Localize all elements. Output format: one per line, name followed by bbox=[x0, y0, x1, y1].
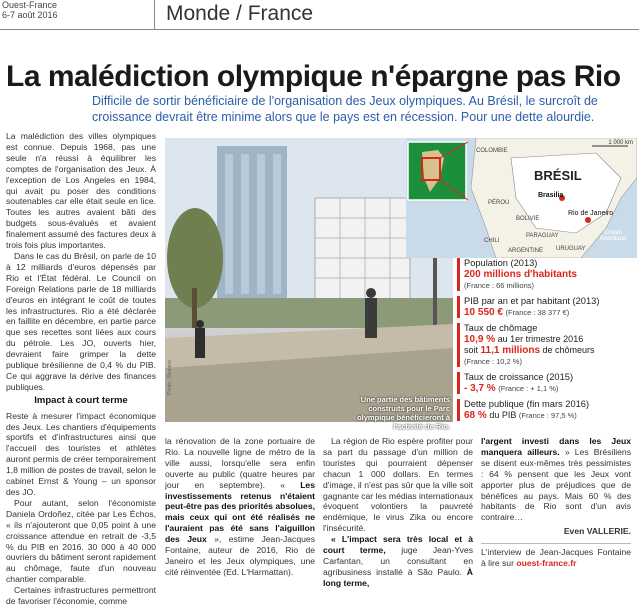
key-figures bbox=[457, 258, 637, 426]
fact-label: Taux de croissance (2015) bbox=[464, 372, 574, 382]
paragraph bbox=[165, 436, 315, 578]
fact-comparison: (France : 97,5 %) bbox=[518, 411, 577, 420]
fact-value: 10,9 % bbox=[464, 334, 496, 345]
fact-population bbox=[457, 258, 637, 291]
fact-text: soit bbox=[464, 345, 479, 355]
newspaper-name: Ouest-France bbox=[2, 0, 58, 10]
fact-comparison: (France : 66 millions) bbox=[464, 281, 535, 290]
quote: À long terme, bbox=[323, 566, 473, 588]
map-label: COLOMBIE bbox=[476, 148, 508, 154]
fact-unemployment bbox=[457, 323, 637, 367]
article-column-4 bbox=[481, 436, 631, 569]
issue-date: 6-7 août 2016 bbox=[2, 10, 58, 20]
divider bbox=[481, 543, 631, 544]
article-column-2 bbox=[165, 436, 315, 578]
text-run: la rénovation de la zone portuaire de Rio. La nouvelle ligne de métro de la ville aussi, lorsqu'elle sera enfin ouverte au public (quatre heures par jour en septembre). « bbox=[165, 436, 315, 490]
fact-gdp bbox=[457, 296, 637, 318]
fact-value: 10 550 € bbox=[464, 307, 503, 318]
fact-text: au 1er trimestre 2016 bbox=[497, 334, 584, 344]
fact-label: Taux de chômage bbox=[464, 323, 538, 333]
map-label: PARAGUAY bbox=[526, 233, 559, 239]
map-label: URUGUAY bbox=[556, 246, 586, 252]
fact-text: du PIB bbox=[489, 410, 517, 420]
map-capital-label: Brasilia bbox=[538, 192, 564, 199]
paragraph: Certaines infrastructures permettront de favoriser l'économie, comme bbox=[6, 585, 156, 607]
photo-credit: Photo : Reuters bbox=[167, 360, 173, 395]
map-label: ARGENTINE bbox=[508, 248, 544, 254]
fact-label: Population (2013) bbox=[464, 258, 538, 268]
text-run: », estime Jean-Jacques Fontaine, auteur de 2016, Rio de Janeiro et les Jeux olympiques, une cité réinventée (Ed. L'Harmattan). bbox=[165, 534, 315, 577]
fact-label: PIB par an et par habitant (2013) bbox=[464, 296, 600, 306]
paragraph: Reste à mesurer l'impact économique des Jeux. Les chantiers d'équipements sportifs et d'infrastructures ainsi que l'accueil des touristes et athlètes auront permis de créer temporairement 1,8 million de postes de travail, selon le cabinet Ernst & Young – un sponsor des JO. bbox=[6, 410, 156, 497]
map-ocean-label: Océan Atlantique bbox=[599, 230, 627, 242]
photo-caption: Une partie des bâtiments construits pour le Parc olympique bénéficieront à l'activité de Rio. bbox=[357, 395, 450, 431]
quote: « L'impact sera très local et à court terme, bbox=[323, 534, 473, 556]
text-run: » Les Brésiliens se disent eux-mêmes très pessimistes : 64 % pensent que les Jeux vont apporter plus de préjudices que de bénéfices au pays. Mais 60 % des habitants de Rio sont d'un avis contraire… bbox=[481, 446, 631, 523]
fact-comparison: (France : + 1,1 %) bbox=[498, 384, 559, 393]
paragraph bbox=[323, 534, 473, 589]
fact-value: 200 millions d'habitants bbox=[464, 269, 577, 280]
interview-note bbox=[481, 547, 631, 569]
subheading: Impact à court terme bbox=[34, 394, 128, 406]
quote: Les investissements retenus n'étaient peut-être pas des priorités absolues, mais ceux qui ont été réalisés ne l'auraient pas été sans l'aiguillon des Jeux bbox=[165, 479, 315, 545]
headline: La malédiction olympique n'épargne pas Rio bbox=[6, 60, 621, 93]
masthead bbox=[0, 0, 639, 30]
author-signature: Even VALLERIE. bbox=[563, 526, 631, 537]
section-title: Monde / France bbox=[166, 2, 314, 25]
paragraph bbox=[481, 436, 631, 523]
website-link[interactable]: ouest-france.fr bbox=[516, 558, 577, 569]
brazil-map bbox=[406, 138, 637, 258]
map-label: PÉROU bbox=[488, 200, 510, 206]
map-scale: 1 000 km bbox=[608, 140, 633, 146]
fact-value: 68 % bbox=[464, 410, 487, 421]
fact-comparison: (France : 38 377 €) bbox=[505, 308, 570, 317]
paragraph: Pour autant, selon l'économiste Daniela Ordoñez, citée par Les Échos, « ils n'ajouteront que 0,05 point à une croissance attendue en retrait de -3,5 % du PIB en 2016. 30 000 à 40 000 ouvriers du bâtiment seront rapidement au chômage, faute d'un nouveau chantier comparable. bbox=[6, 497, 156, 585]
standfirst: Difficile de sortir bénéficiaire de l'organisation des Jeux olympiques. Au Brésil, le surcroît de croissance devrait être minime alors que le pays est en récession. Pour une dette alourdie. bbox=[92, 94, 598, 124]
fact-growth bbox=[457, 372, 637, 394]
article-column-3 bbox=[323, 436, 473, 589]
map-city-label: Rio de Janeiro bbox=[568, 210, 614, 217]
masthead-divider bbox=[154, 0, 155, 30]
paragraph: Dans le cas du Brésil, on parle de 10 à 12 milliards d'euros dépensés par Rio et l'État fédéral. Le Council on Foreign Relations parle de 18 milliards d'euros en intégrant le coût de toutes les infrastructures. Rio a été déclarée en faillite en décembre, en partie parce que ses recettes sont liées aux cours du pétrole. Les JO, ouverts hier, devraient faire grimper la dette publique brésilienne de 0,4 % du PIB. Ce qui aggrave la dérive des finances publiques. bbox=[6, 250, 156, 392]
map-label: BOLIVIE bbox=[516, 216, 540, 222]
fact-value: - 3,7 % bbox=[464, 383, 496, 394]
fact-comparison: (France : 10,2 %) bbox=[464, 357, 522, 366]
map-country-label: BRÉSIL bbox=[534, 168, 582, 183]
fact-value: 11,1 millions bbox=[480, 345, 541, 356]
paragraph: La région de Rio espère profiter pour sa part du passage d'un million de touristes qui pourraient dépenser chacun 1 000 dollars. En termes d'image, il n'est pas sûr que la ville soit gagnante car les médias internationaux évoquent volontiers la pauvreté endémique, le virus Zika ou encore l'insécurité. bbox=[323, 436, 474, 534]
fact-text: de chômeurs bbox=[542, 345, 595, 355]
fact-debt bbox=[457, 399, 637, 421]
paragraph: La malédiction des villes olympiques est connue. Depuis 1968, pas une seule n'a réussi à équilibrer les comptes de l'organisation des Jeux. À l'exception de Los Angeles en 1984, qui avait pu poser des conditions soutenables car elle était seule en lice. Toutes les autres avaient bâti des budgets sous-évalués et avaient finalement assumé des factures deux à trois fois plus importantes. bbox=[6, 131, 156, 251]
text-run: juge Jean-Yves Carfantan, un consultant en agribusiness installé à São Paulo. bbox=[323, 545, 474, 577]
quote: l'argent investi dans les Jeux manquera ailleurs. bbox=[481, 436, 631, 457]
map-label: CHILI bbox=[484, 238, 500, 244]
fact-label: Dette publique (fin mars 2016) bbox=[464, 399, 590, 409]
text-run: L'interview de Jean-Jacques Fontaine à lire sur bbox=[481, 547, 631, 569]
article-column-1 bbox=[6, 131, 156, 607]
